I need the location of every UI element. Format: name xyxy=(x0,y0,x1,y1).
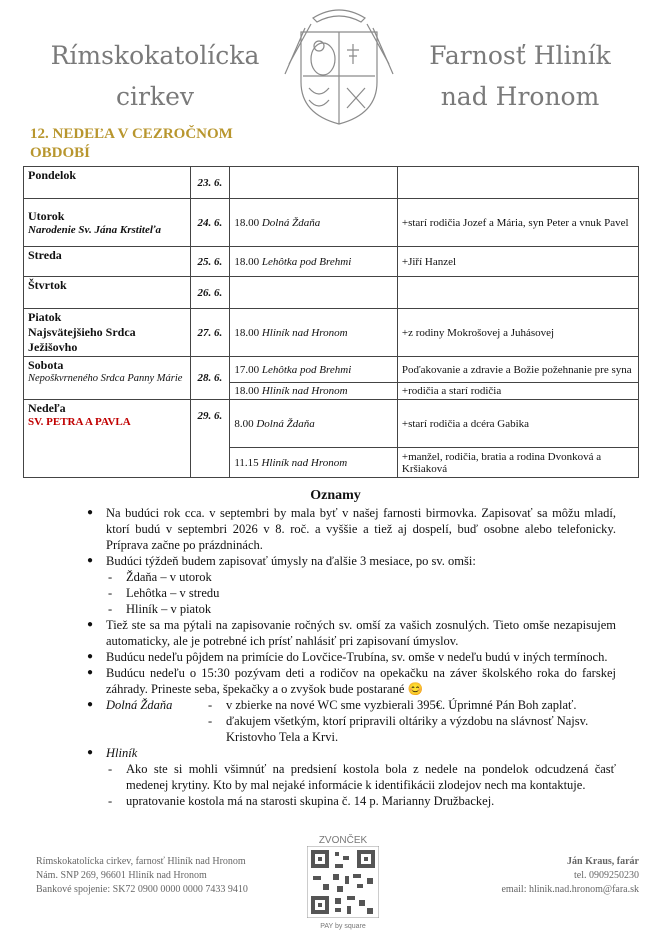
mass-time: 17.00 xyxy=(234,363,260,376)
announcement-text: Budúci týždeň budem zapisovať úmysly na ďalšie 3 mesiace, po sv. omši: xyxy=(106,554,476,568)
table-row xyxy=(24,400,639,448)
page-title xyxy=(30,125,310,163)
list-item: ● Budúcu nedeľu pôjdem na primície do Lovčice-Trubína, sv. omše v nedeľu budú v iných termínoch. xyxy=(106,649,616,665)
time-place-cell xyxy=(230,309,398,357)
sub-item: - ďakujem všetkým, ktorí pripravili oltáriky a výzdobu na slávnosť Najsv. Kristovho Tela a Krvi. xyxy=(226,713,616,745)
mass-place: Lehôtka pod Brehmi xyxy=(261,363,352,376)
list-item xyxy=(106,553,616,617)
pay-by-square-label: PAY by square xyxy=(320,923,366,930)
date-cell: 25. 6. xyxy=(190,247,230,277)
list-item xyxy=(106,745,616,809)
time-place-cell xyxy=(230,167,398,199)
day-label: Piatok xyxy=(28,310,62,324)
mass-time: 18.00 xyxy=(234,216,260,229)
footer-contact xyxy=(501,855,639,897)
date-cell: 23. 6. xyxy=(190,167,230,199)
table-row xyxy=(24,357,639,383)
intention-cell xyxy=(397,277,638,309)
intention-cell xyxy=(397,167,638,199)
parish-address: Nám. SNP 269, 96601 Hliník nad Hronom xyxy=(36,870,207,881)
time-place-cell xyxy=(230,247,398,277)
feast-label: Nepoškvrneného Srdca Panny Márie xyxy=(28,373,183,384)
time-place-cell xyxy=(230,400,398,448)
mass-time: 18.00 xyxy=(234,326,260,339)
place-label: ● Dolná Ždaňa xyxy=(106,698,173,712)
table-row xyxy=(24,167,639,199)
sub-item: - Hliník – v piatok xyxy=(126,601,616,617)
mass-time: 11.15 xyxy=(234,456,259,469)
intention-cell: +z rodiny Mokrošovej a Juhásovej xyxy=(397,309,638,357)
feast-label: SV. PETRA A PAVLA xyxy=(28,416,131,428)
intention-cell: +rodičia a starí rodičia xyxy=(397,383,638,400)
announcements-list xyxy=(86,505,616,809)
list-item: ● Tiež ste sa ma pýtali na zapisovanie ročných sv. omší za vašich zosnulých. Tieto omše nezapisujem automaticky, ale je potrebné ich prísť nahlásiť pri zapisovaní úmyslov. xyxy=(106,617,616,649)
time-place-cell xyxy=(230,448,398,478)
announcements-title: Oznamy xyxy=(310,488,361,503)
date-cell: 29. 6. xyxy=(190,400,230,478)
day-label: Streda xyxy=(28,248,62,262)
intention-cell: +starí rodičia a dcéra Gabika xyxy=(397,400,638,448)
header-left-line1: Rímskokatolícka xyxy=(50,41,260,70)
sub-item: - Ako ste si mohli všimnúť na predsiení kostola bola z nedele na pondelok odcudzená časť medenej krytiny. Kto by mal nejaké informácie k identifikácii zlodejov nech ma kontaktuje. xyxy=(126,761,616,793)
mass-time: 18.00 xyxy=(234,255,260,268)
feast-label: Najsvätejšieho Srdca Ježišovho xyxy=(28,325,136,354)
date-cell: 24. 6. xyxy=(190,199,230,247)
time-place-cell xyxy=(230,199,398,247)
day-label: Sobota xyxy=(28,358,64,372)
day-label: Utorok xyxy=(28,209,65,223)
title-line1: 12. NEDEĽA V CEZROČNOM xyxy=(30,126,233,142)
mass-place: Hliník nad Hronom xyxy=(261,385,348,397)
title-line2: OBDOBÍ xyxy=(30,145,91,161)
place-label: Hliník xyxy=(106,746,138,760)
qr-label: ZVONČEK xyxy=(318,835,368,846)
list-item: ● Na budúci rok cca. v septembri by mala byť v našej farnosti birmovka. Zapisovať sa môžu mladí, ktorí budú v septembri 2026 v 8. roč. a vyššie a tiež aj dospelí, buď osobne alebo telefonicky. Príprava začne po prázdninách. xyxy=(106,505,616,553)
mass-place: Dolná Ždaňa xyxy=(261,216,321,229)
mass-place: Dolná Ždaňa xyxy=(256,417,315,430)
header-right-line1: Farnosť Hliník xyxy=(429,41,611,70)
phone: tel. 0909250230 xyxy=(574,870,639,881)
time-place-cell xyxy=(230,383,398,400)
priest-name: Ján Kraus, farár xyxy=(567,856,639,867)
header-right xyxy=(420,35,620,117)
coat-of-arms-logo xyxy=(283,4,395,126)
table-row xyxy=(24,199,639,247)
sub-item: - Ždaňa – v utorok xyxy=(126,569,616,585)
date-cell: 27. 6. xyxy=(190,309,230,357)
parish-name: Rímskokatolícka cirkev, farnosť Hliník nad Hronom xyxy=(36,856,246,867)
header-left-line2: cirkev xyxy=(115,82,194,111)
sub-item: - v zbierke na nové WC sme vyzbierali 395€. Úprimné Pán Boh zaplať. xyxy=(226,697,616,713)
day-label: Štvrtok xyxy=(28,278,67,292)
table-row xyxy=(24,277,639,309)
time-place-cell xyxy=(230,277,398,309)
list-item: ● Budúcu nedeľu o 15:30 pozývam deti a rodičov na opekačku na záver školského roka do farskej záhrady. Prineste seba, špekačky a o zvyšok bude postarané 😊 xyxy=(106,665,616,697)
mass-place: Hliník nad Hronom xyxy=(261,456,348,469)
sub-item: - upratovanie kostola má na starosti skupina č. 14 p. Marianny Družbackej. xyxy=(126,793,616,809)
mass-place: Hliník nad Hronom xyxy=(261,326,348,339)
header-left xyxy=(50,35,260,117)
sub-item: - Lehôtka – v stredu xyxy=(126,585,616,601)
mass-schedule-table xyxy=(23,166,639,478)
payment-qr-code xyxy=(307,835,379,941)
day-label: Pondelok xyxy=(28,168,77,182)
email: email: hlinik.nad.hronom@fara.sk xyxy=(501,884,639,895)
date-cell: 28. 6. xyxy=(190,357,230,400)
feast-label: Narodenie Sv. Jána Krstiteľa xyxy=(28,224,162,236)
intention-cell: Poďakovanie a zdravie a Božie požehnanie pre syna xyxy=(397,357,638,383)
table-row xyxy=(24,309,639,357)
qr-code-icon xyxy=(307,846,379,918)
time-place-cell xyxy=(230,357,398,383)
intention-cell: +Jiří Hanzel xyxy=(397,247,638,277)
header-right-line2: nad Hronom xyxy=(440,82,600,111)
list-item xyxy=(106,697,616,745)
bank-account: Bankové spojenie: SK72 0900 0000 0000 7433 9410 xyxy=(36,884,248,895)
date-cell: 26. 6. xyxy=(190,277,230,309)
table-row xyxy=(24,247,639,277)
mass-place: Lehôtka pod Brehmi xyxy=(261,255,352,268)
day-label: Nedeľa xyxy=(28,401,66,415)
intention-cell: +manžel, rodičia, bratia a rodina Dvonková a Kršiaková xyxy=(397,448,638,478)
mass-time: 18.00 xyxy=(234,385,260,397)
intention-cell: +starí rodičia Jozef a Mária, syn Peter a vnuk Pavel xyxy=(397,199,638,247)
mass-time: 8.00 xyxy=(234,417,254,430)
footer-parish-info xyxy=(36,855,248,897)
